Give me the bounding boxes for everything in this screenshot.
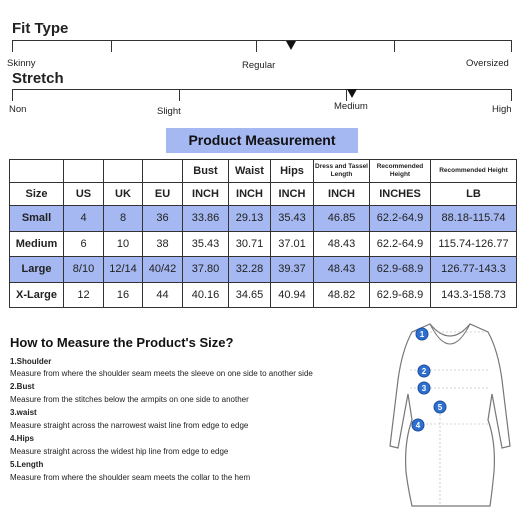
marker-1-label: 1 [419,330,425,339]
table-cell: 16 [104,282,143,308]
table-cell: 88.18-115.74 [431,206,517,232]
header-cell-hips: Hips [271,160,314,183]
marker-1 [416,328,428,340]
fit-type-label-regular: Regular [242,60,276,71]
marker-2 [418,365,430,377]
table-cell: 44 [143,282,183,308]
fit-type-tick [511,40,512,52]
marker-5 [434,401,446,413]
table-cell: 46.85 [314,206,370,232]
stretch-tick [179,89,180,101]
size-cell: Small [10,206,64,232]
marker-3 [418,382,430,394]
table-cell: 48.82 [314,282,370,308]
table-cell: 6 [64,231,104,257]
step-text: Measure straight across the widest hip line from edge to edge [10,447,229,456]
table-cell: 8/10 [64,257,104,283]
table-cell: 62.9-68.9 [370,257,431,283]
table-row [10,231,517,257]
table-cell: 30.71 [229,231,271,257]
fit-type-tick [256,40,257,52]
header-cell [64,160,104,183]
step-text: Measure from where the shoulder seam meets the sleeve on one side to another side [10,369,313,378]
table-cell: 126.77-143.3 [431,257,517,283]
fit-type-tick [111,40,112,52]
table-cell: 48.43 [314,231,370,257]
step-heading: 5.Length [10,460,44,469]
table-cell: 33.86 [183,206,229,232]
step-heading: 2.Bust [10,382,35,391]
table-row [10,282,517,308]
fit-type-pointer [286,41,296,50]
header-cell-eu: EU [143,183,183,206]
step-text: Measure from the stitches below the armpits on one side to another [10,395,249,404]
marker-2-label: 2 [421,367,427,376]
size-cell: Large [10,257,64,283]
table-cell: 12 [64,282,104,308]
header-cell-height-lb: Recommended Height [431,160,517,183]
table-unit-row [10,183,517,206]
table-row [10,206,517,232]
header-cell-height-in: Recommended Height [370,160,431,183]
table-cell: 40/42 [143,257,183,283]
fit-type-title: Fit Type [12,20,69,37]
marker-5-label: 5 [437,403,443,412]
fit-type-label-oversized: Oversized [466,58,509,69]
table-cell: 115.74-126.77 [431,231,517,257]
table-cell: 8 [104,206,143,232]
unit-cell: INCH [229,183,271,206]
table-cell: 35.43 [183,231,229,257]
table-cell: 34.65 [229,282,271,308]
table-cell: 37.80 [183,257,229,283]
table-cell: 62.2-64.9 [370,206,431,232]
table-cell: 12/14 [104,257,143,283]
header-cell [143,160,183,183]
stretch-scale-line [12,89,512,90]
table-cell: 143.3-158.73 [431,282,517,308]
table-cell: 40.16 [183,282,229,308]
table-cell: 29.13 [229,206,271,232]
stretch-label-slight: Slight [157,106,181,117]
table-cell: 36 [143,206,183,232]
header-cell [104,160,143,183]
stretch-tick [12,89,13,101]
marker-4 [412,419,424,431]
header-cell-uk: UK [104,183,143,206]
fit-type-tick [12,40,13,52]
table-cell: 4 [64,206,104,232]
table-cell: 10 [104,231,143,257]
how-to-measure-title: How to Measure the Product's Size? [10,335,234,350]
fit-type-label-skinny: Skinny [7,58,36,69]
header-cell-bust: Bust [183,160,229,183]
table-cell: 62.2-64.9 [370,231,431,257]
size-cell: Medium [10,231,64,257]
stretch-pointer [347,89,357,98]
stretch-title: Stretch [12,70,64,87]
stretch-label-medium: Medium [334,101,368,112]
header-cell-waist: Waist [229,160,271,183]
table-cell: 48.43 [314,257,370,283]
table-cell: 38 [143,231,183,257]
stretch-tick [511,89,512,101]
step-heading: 3.waist [10,408,37,417]
marker-4-label: 4 [415,421,421,430]
dress-outline [390,324,510,506]
stretch-label-high: High [492,104,512,115]
table-cell: 32.28 [229,257,271,283]
unit-cell: INCH [271,183,314,206]
unit-cell: INCH [183,183,229,206]
step-heading: 4.Hips [10,434,35,443]
table-cell: 40.94 [271,282,314,308]
step-text: Measure straight across the narrowest waist line from edge to edge [10,421,249,430]
table-row [10,257,517,283]
header-cell-us: US [64,183,104,206]
unit-cell: INCHES [370,183,431,206]
header-cell-size: Size [10,183,64,206]
table-cell: 39.37 [271,257,314,283]
step-text: Measure from where the shoulder seam meets the collar to the hem [10,473,251,482]
marker-3-label: 3 [421,384,427,393]
header-cell-length: Dress and Tassel Length [314,160,370,183]
size-cell: X-Large [10,282,64,308]
fit-type-tick [394,40,395,52]
size-table [9,159,517,308]
table-cell: 37.01 [271,231,314,257]
dress-measurement-figure [384,320,516,512]
product-measurement-title: Product Measurement [166,128,358,153]
table-cell: 62.9-68.9 [370,282,431,308]
fit-type-scale-line [12,40,512,41]
step-heading: 1.Shoulder [10,357,52,366]
table-cell: 35.43 [271,206,314,232]
unit-cell: INCH [314,183,370,206]
stretch-label-non: Non [9,104,27,115]
table-header-row [10,160,517,183]
unit-cell: LB [431,183,517,206]
header-cell [10,160,64,183]
